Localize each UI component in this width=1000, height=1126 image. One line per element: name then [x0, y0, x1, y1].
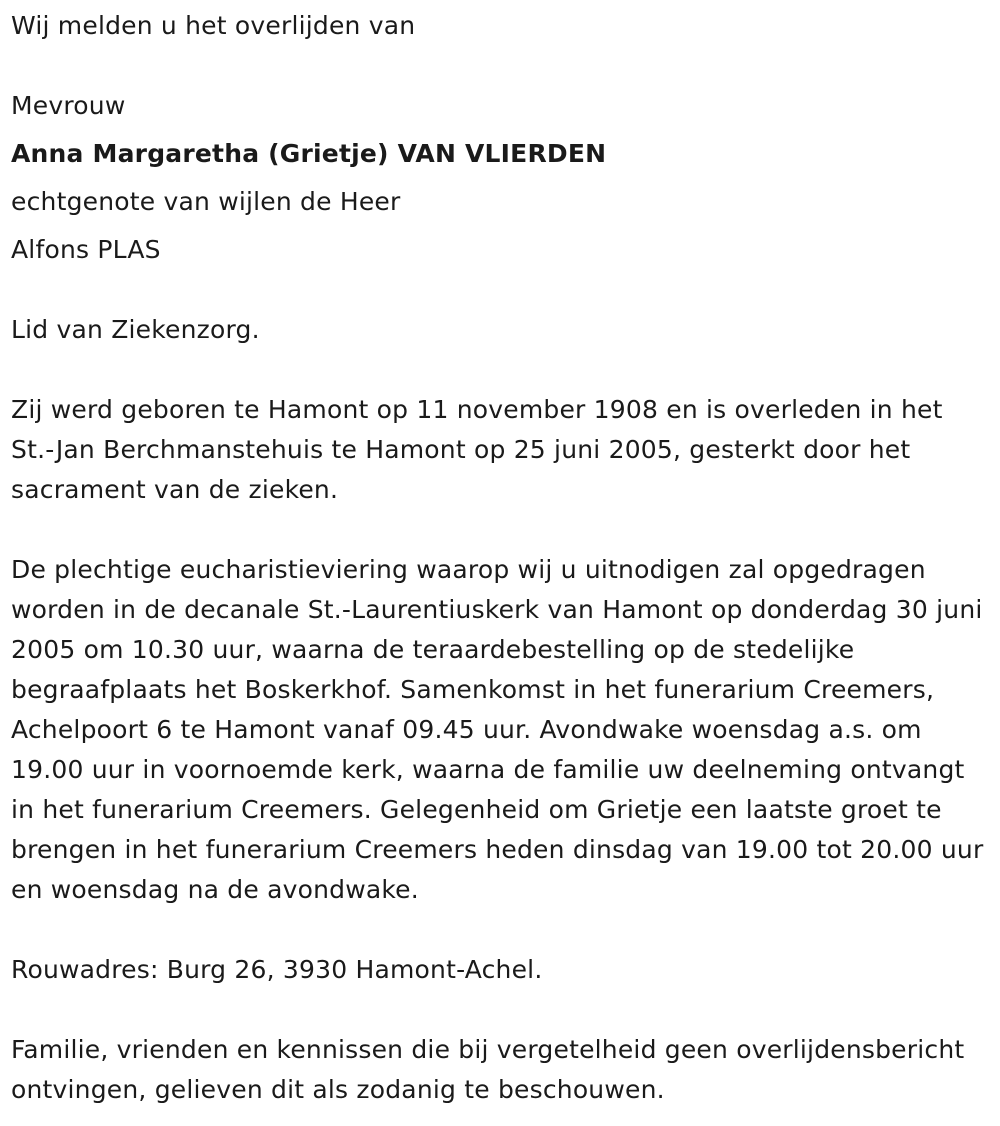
spouse-label: echtgenote van wijlen de Heer	[11, 187, 401, 216]
membership-text: Lid van Ziekenzorg.	[11, 315, 260, 344]
address-text: Rouwadres: Burg 26, 3930 Hamont-Achel.	[11, 955, 543, 984]
spouse-name: Alfons PLAS	[11, 235, 161, 264]
closing-paragraph: Familie, vrienden en kennissen die bij vergetelheid geen overlijdensbericht ontvingen, gelieven dit als zodanig te beschouwen.	[11, 1035, 965, 1104]
ceremony-paragraph: De plechtige eucharistieviering waarop wij u uitnodigen zal opgedragen worden in de decanale St.-Laurentiuskerk van Hamont op donderdag 30 juni 2005 om 10.30 uur, waarna de teraardebestelling op de stedelijke begraafplaats het Boskerkhof. Samenkomst in het funerarium Creemers, Achelpoort 6 te Hamont vanaf 09.45 uur. Avondwake woensdag a.s. om 19.00 uur in voornoemde kerk, waarna de familie uw deelneming ontvangt in het funerarium Creemers. Gelegenheid om Grietje een laatste groet te brengen in het funerarium Creemers heden dinsdag van 19.00 tot 20.00 uur en woensdag na de avondwake.	[11, 555, 984, 904]
honorific: Mevrouw	[11, 91, 126, 120]
deceased-name: Anna Margaretha (Grietje) VAN VLIERDEN	[11, 139, 607, 168]
intro-text: Wij melden u het overlijden van	[11, 11, 416, 40]
birth-death-paragraph: Zij werd geboren te Hamont op 11 november 1908 en is overleden in het St.-Jan Berchmanstehuis te Hamont op 25 juni 2005, gesterkt door het sacrament van de zieken.	[11, 395, 943, 504]
